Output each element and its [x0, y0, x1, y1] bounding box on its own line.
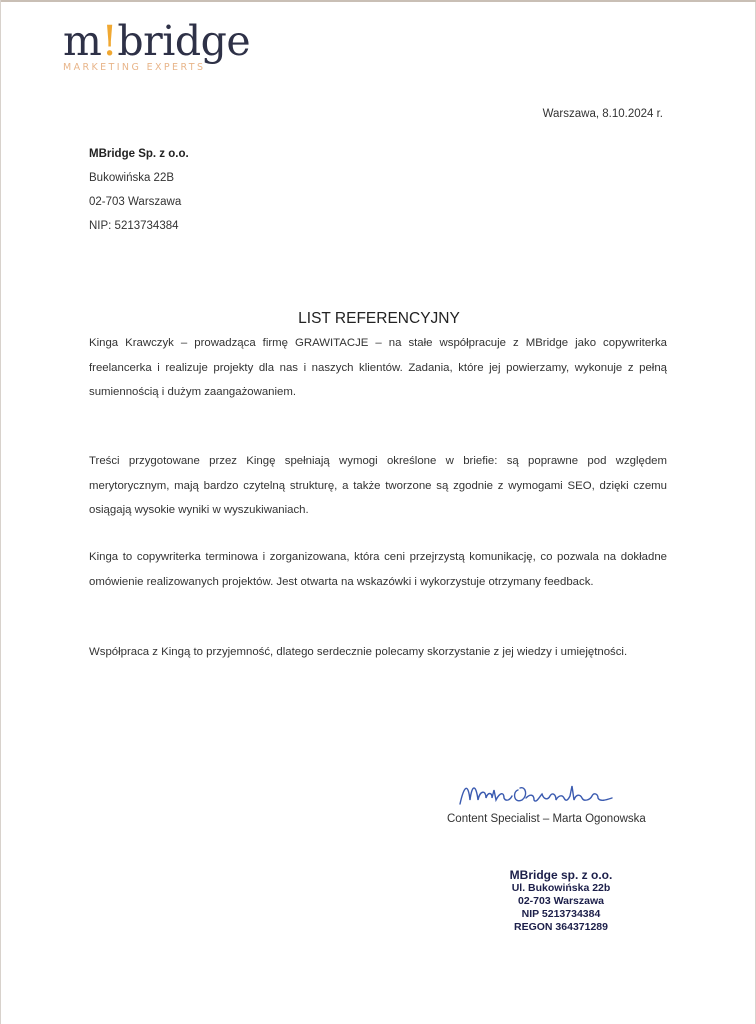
company-logo: [63, 18, 250, 73]
stamp-nip: NIP 5213734384: [521, 908, 601, 920]
paragraph-1: Kinga Krawczyk – prowadząca firmę GRAWITACJE – na stałe współpracuje z MBridge jako copywriterka freelancerka i realizuje projekty dla nas i naszych klientów. Zadania, które jej powierzamy, wykonuje z pełną sumiennością i dużym zaangażowaniem.: [89, 337, 667, 399]
paragraph-3: Kinga to copywriterka terminowa i zorganizowana, która ceni przejrzystą komunikację, co pozwala na dokładne omówienie realizowanych projektów. Jest otwarta na wskazówki i wykorzystuje otrzymany feedback.: [89, 551, 667, 588]
paragraph-2: Treści przygotowane przez Kingę spełniają wymogi określone w briefie: są poprawne pod względem merytorycznym, mają bardzo czytelną strukturę, a także tworzone są zgodnie z wymogami SEO, dzięki czemu osiągają wysokie wyniki w wyszukiwaniach.: [89, 455, 667, 517]
logo-letter-m: m: [63, 17, 102, 65]
handwritten-signature: [456, 778, 626, 817]
stamp-city: 02-703 Warszawa: [518, 895, 604, 907]
recipient-street: Bukowińska 22B: [89, 172, 175, 184]
letter-title: LIST REFERENCYJNY: [298, 310, 460, 327]
company-stamp: [471, 869, 651, 934]
paragraph-4: Współpraca z Kingą to przyjemność, dlatego serdecznie polecamy skorzystanie z jej wiedzy i umiejętności.: [89, 646, 628, 659]
logo-text-bridge: bridge: [117, 17, 251, 65]
paper-edge: [1, 0, 756, 2]
stamp-regon: REGON 364371289: [514, 921, 608, 933]
logo-tagline: MARKETING EXPERTS: [63, 62, 206, 73]
stamp-street: Ul. Bukowińska 22b: [511, 882, 611, 894]
letter-date: Warszawa, 8.10.2024 r.: [542, 108, 663, 120]
signature-scribble: [456, 778, 626, 812]
recipient-city: 02-703 Warszawa: [89, 196, 182, 208]
recipient-nip: NIP: 5213734384: [89, 220, 179, 232]
logo-exclamation: !: [101, 17, 118, 65]
logo-wordmark: [63, 18, 250, 64]
stamp-company: MBridge sp. z o.o.: [509, 868, 613, 882]
signature-caption: Content Specialist – Marta Ogonowska: [447, 813, 646, 825]
recipient-name: MBridge Sp. z o.o.: [89, 148, 189, 160]
